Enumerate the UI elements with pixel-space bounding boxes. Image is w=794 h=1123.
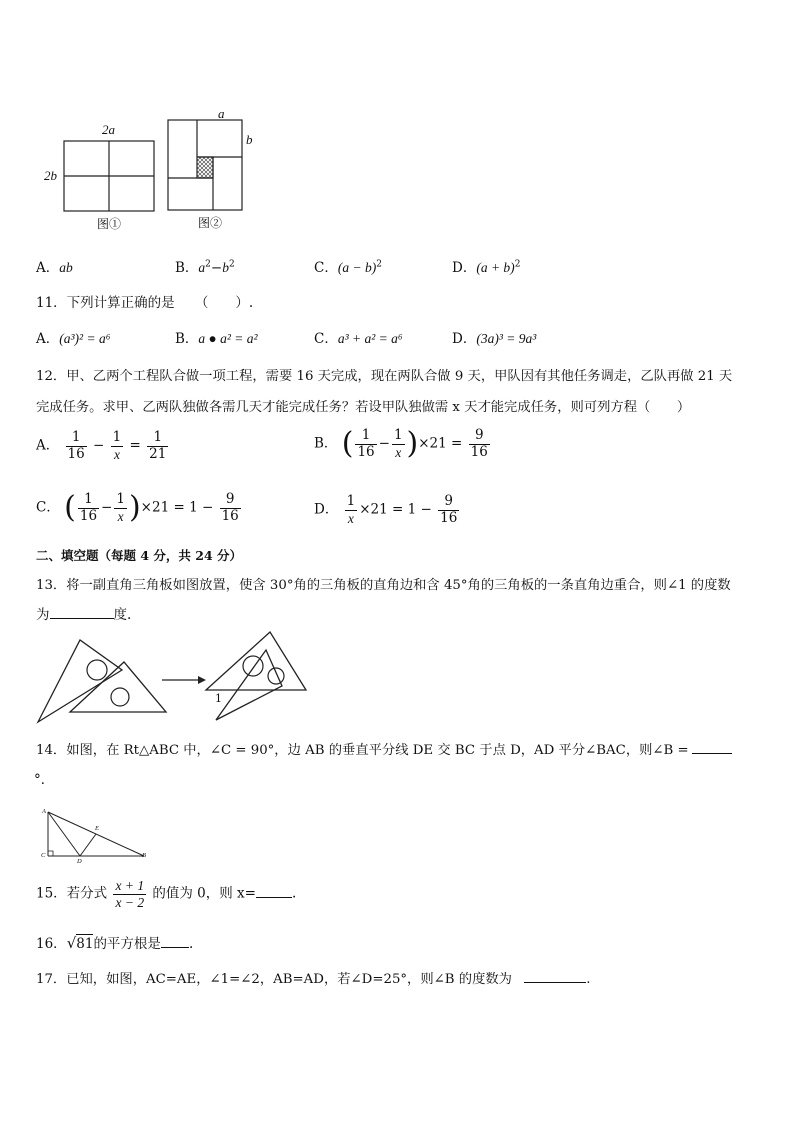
q10-option-a: A．ab <box>36 260 73 276</box>
fig2-top-label: a <box>218 106 225 121</box>
q12-option-d: D． $\frac{1}{x}$ ×21 = 1 − $\frac{9}{16}$ <box>314 493 458 526</box>
q14-line-1: 14．如图，在 Rt△ABC 中，∠C = 90°，边 AB 的垂直平分线 DE 交 BC 于点 D，AD 平分∠BAC，则∠B = <box>36 739 732 758</box>
fig2-caption: 图② <box>198 216 223 230</box>
q13-angle-label: 1 <box>215 692 222 705</box>
q13-line-2: 为 度. <box>36 607 132 623</box>
q11-option-a: A．(a³)² = a⁶ <box>36 331 111 347</box>
q13-figure <box>30 628 320 728</box>
q10-figure-2 <box>160 110 260 222</box>
q12-option-a: A． $\frac{1}{16}$ − $\frac{1}{x}$ = $\frac{1}{21}$ <box>36 429 167 462</box>
section-title: 二、填空题（每题 4 分，共 24 分） <box>36 548 243 563</box>
q14-label-c: C <box>41 852 46 859</box>
q13-answer-blank[interactable] <box>50 605 114 619</box>
q11-stem: 11．下列计算正确的是 （ ）. <box>36 295 254 311</box>
q10-option-c: C．$(a - b)^2$ <box>314 259 382 276</box>
q17-line: 17．已知，如图，AC=AE，∠1=∠2，AB=AD，若∠D=25°，则∠B 的度数为 . <box>36 968 590 987</box>
q13-line-1: 13．将一副直角三角板如图放置，使含 30°角的三角板的直角边和含 45°角的三角板的一条直角边重合，则∠1 的度数 <box>36 578 731 593</box>
q17-answer-blank[interactable] <box>524 969 586 983</box>
q16-radicand: 81 <box>76 936 94 952</box>
q12-option-b: B． ( $\frac{1}{16}$ − $\frac{1}{x}$ )×21 = $\frac{9}{16}$ <box>314 426 488 462</box>
q14-line-2: °． <box>34 772 55 788</box>
q16-answer-blank[interactable] <box>161 934 189 948</box>
q10-option-d: D．$(a + b)^2$ <box>452 259 521 276</box>
fig2-right-label: b <box>246 132 253 147</box>
q10-option-b: B．$a^2-b^2$ <box>175 259 235 276</box>
q14-figure <box>36 806 156 864</box>
q14-answer-blank[interactable] <box>692 740 732 754</box>
fig1-caption: 图① <box>97 217 122 231</box>
q16-line: 16．√81的平方根是 . <box>36 934 194 952</box>
q12-line-2: 完成任务。求甲、乙两队独做各需几天才能完成任务？若设甲队独做需 x 天才能完成任务，则可列方程（ ） <box>36 400 691 415</box>
q12-option-c: C． ( $\frac{1}{16}$ − $\frac{1}{x}$ )×21 = 1 − $\frac{9}{16}$ <box>36 490 239 526</box>
q11-option-b: B．a ● a² = a² <box>175 331 258 347</box>
q11-option-d: D．(3a)³ = 9a³ <box>452 331 537 347</box>
q15-line: 15．若分式 $\frac{x + 1}{x - 2}$ 的值为 0，则 x= . <box>36 878 297 910</box>
q14-label-d: D <box>77 858 82 865</box>
q14-label-a: A <box>42 808 46 815</box>
fig1-left-label: 2b <box>44 168 57 183</box>
q14-label-b: B <box>142 852 146 859</box>
q12-line-1: 12．甲、乙两个工程队合做一项工程，需要 16 天完成，现在两队合做 9 天，甲队因有其他任务调走，乙队再做 21 天 <box>36 369 733 384</box>
q14-label-e: E <box>95 825 99 832</box>
fig1-top-label: 2a <box>102 122 115 137</box>
q15-answer-blank[interactable] <box>256 884 292 898</box>
q11-option-c: C．a³ + a² = a⁶ <box>314 331 403 347</box>
